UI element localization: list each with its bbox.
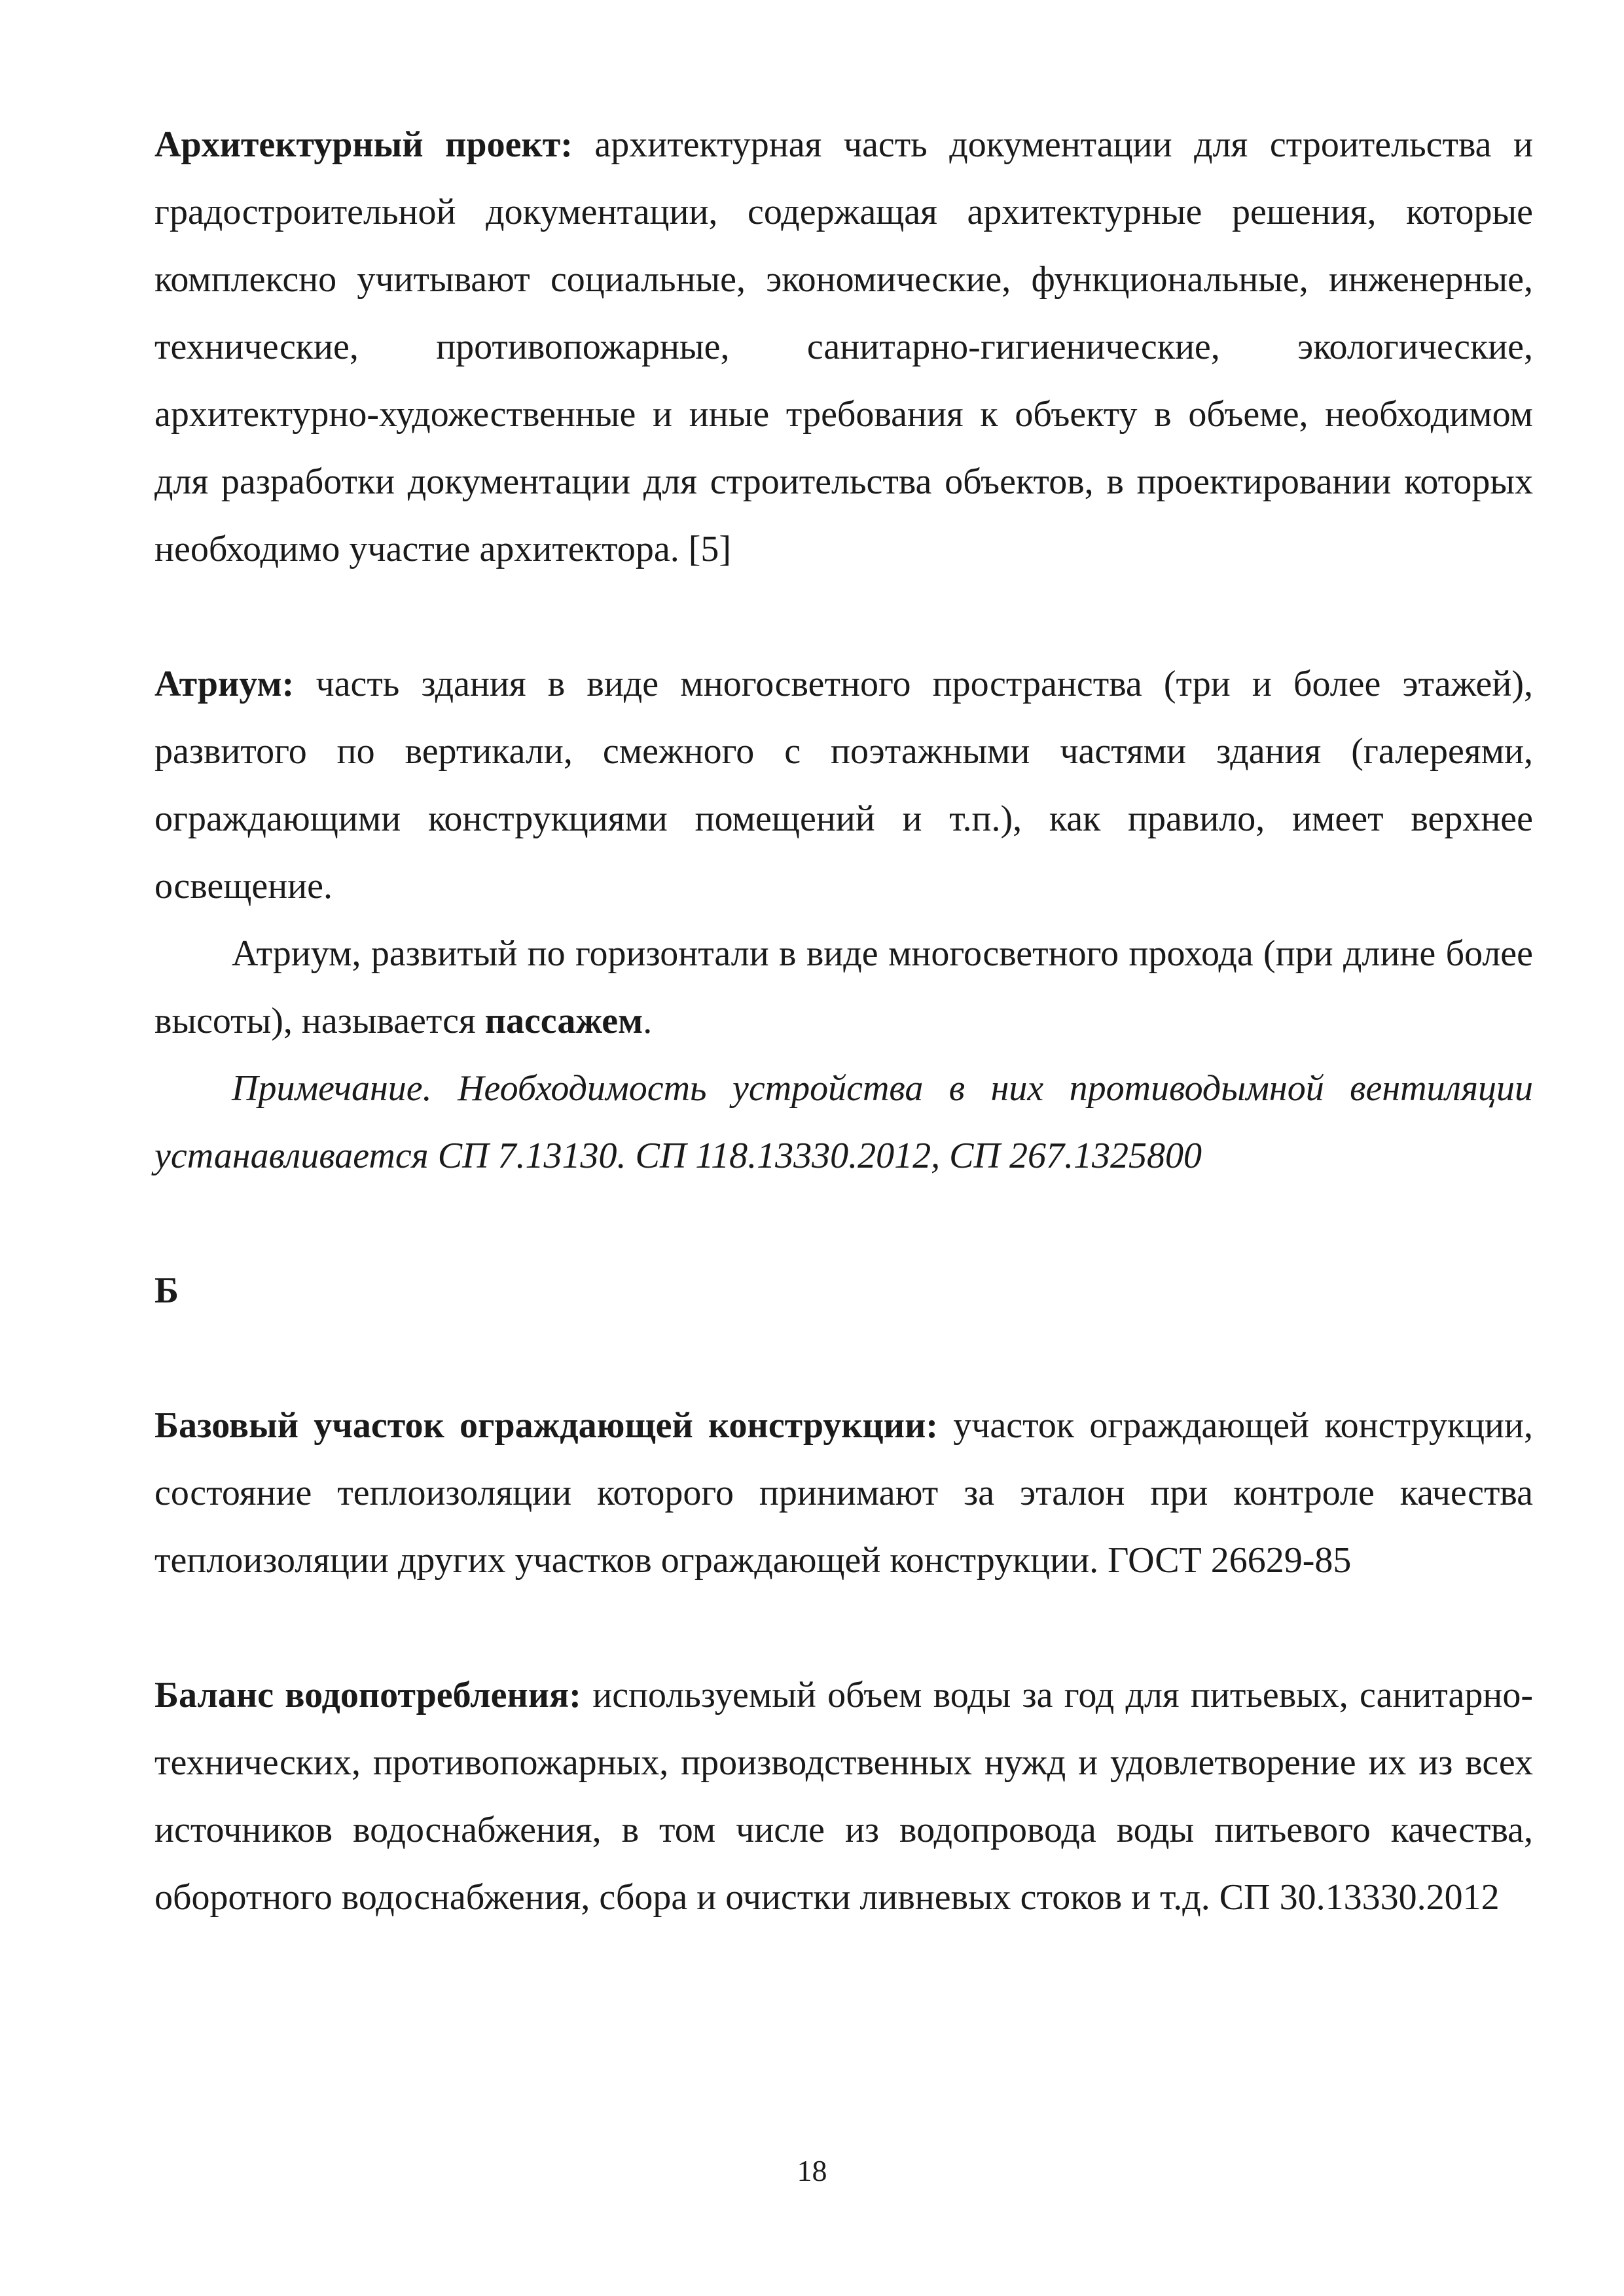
term-atrium: Атриум: <box>154 664 295 704</box>
term-architectural-project: Архитектурный проект: <box>154 124 573 165</box>
spacer <box>154 583 1533 651</box>
term-water-balance: Баланс водопотребления: <box>154 1675 581 1715</box>
spacer <box>154 1190 1533 1257</box>
section-letter: Б <box>154 1270 179 1311</box>
entry-atrium <box>154 651 1533 920</box>
atrium-passage-paragraph <box>154 920 1533 1055</box>
passage-text-after: . <box>643 1001 653 1041</box>
spacer <box>154 1594 1533 1662</box>
definition-water-balance: используемый объем воды за год для питьевых, санитарно-технических, противопожарных, производственных нужд и удовлетворение их из всех источников водоснабжения, в том числе из водопровода воды питьевого качества, оборотного водоснабжения, сбора и очистки ливневых стоков и т.д. СП 30.13330.2012 <box>154 1675 1534 1918</box>
definition-architectural-project: архитектурная часть документации для строительства и градостроительной документации, содержащая архитектурные решения, которые комплексно учитывают социальные, экономические, функциональные, инженерные, технические, противопожарные, санитарно-гигиенические, экологические, архитектурно-художественные и иные требования к объекту в объеме, необходимом для разработки документации для строительства объектов, в проектировании которых необходимо участие архитектора. [5] <box>154 124 1533 569</box>
entry-water-balance <box>154 1662 1533 1931</box>
entry-architectural-project <box>154 111 1533 583</box>
definition-base-section: участок ограждающей конструкции, состояние теплоизоляции которого принимают за эталон при контроле качества теплоизоляции других участков ограждающей конструкции. ГОСТ 26629-85 <box>154 1405 1533 1581</box>
passage-term: пассажем <box>484 1001 643 1041</box>
passage-text-before: Атриум, развитый по горизонтали в виде многосветного прохода (при длине более высоты), называется <box>154 933 1533 1041</box>
page-number: 18 <box>797 2154 827 2187</box>
atrium-note: Примечание. Необходимость устройства в них противодымной вентиляции устанавливается СП 7.13130. СП 118.13330.2012, СП 267.1325800 <box>154 1068 1533 1176</box>
spacer <box>154 1325 1533 1392</box>
term-base-section: Базовый участок ограждающей конструкции: <box>154 1405 938 1446</box>
definition-atrium: часть здания в виде многосветного пространства (три и более этажей), развитого по вертикали, смежного с поэтажными частями здания (галереями, ограждающими конструкциями помещений и т.п.), как правило, имеет верхнее освещение. <box>154 664 1533 906</box>
entry-base-section <box>154 1392 1533 1594</box>
document-page <box>154 111 1533 1931</box>
